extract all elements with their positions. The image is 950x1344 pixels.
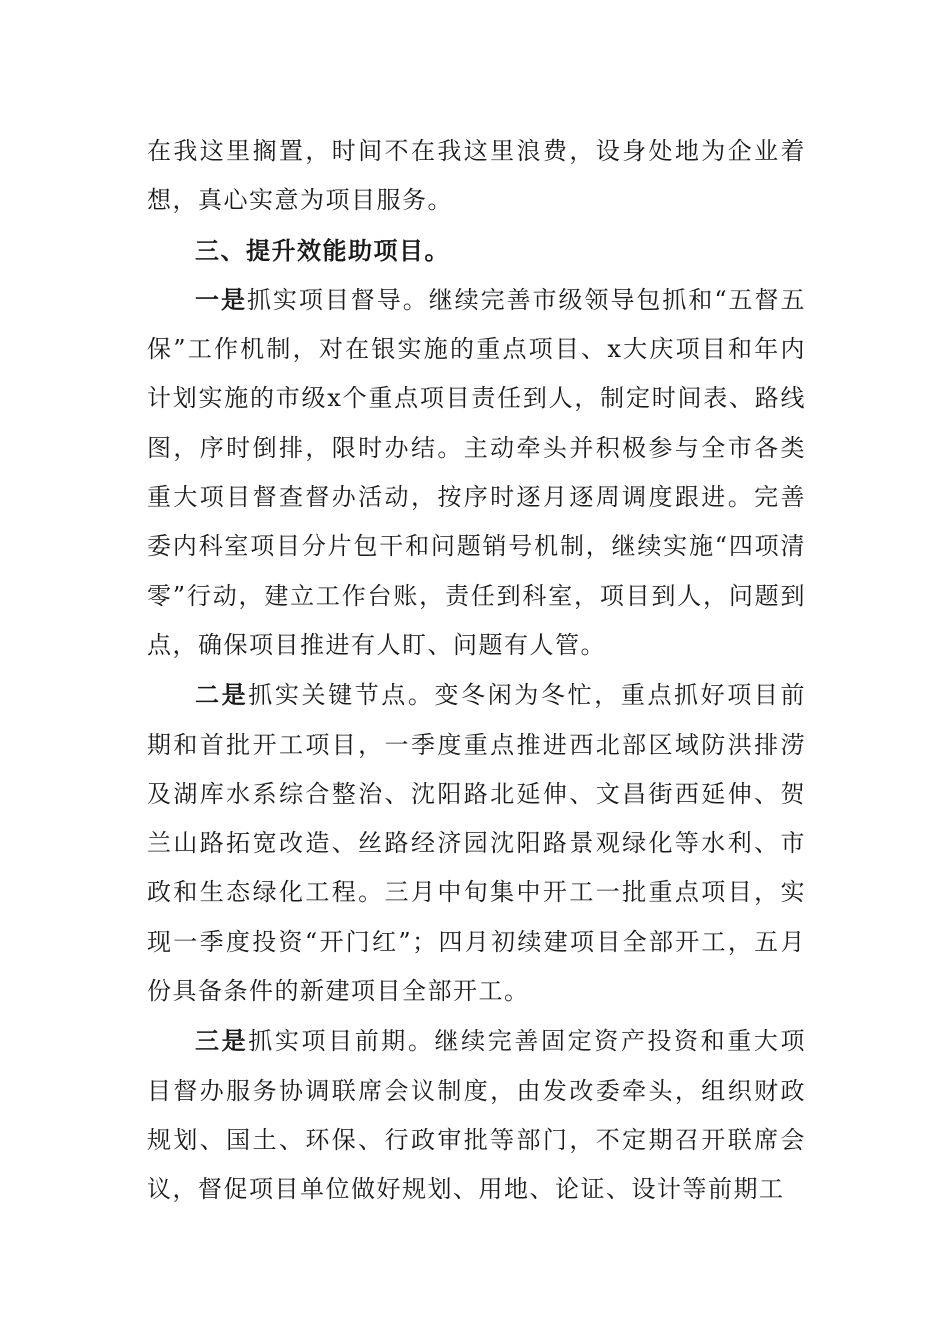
paragraph-lead: 三是 bbox=[195, 1026, 249, 1056]
paragraph-item-2 bbox=[147, 670, 806, 1016]
paragraph-lead: 二是 bbox=[195, 680, 249, 710]
paragraph-item-1 bbox=[147, 275, 806, 670]
paragraph-item-3 bbox=[147, 1016, 806, 1214]
paragraph-text: 抓实项目督导。继续完善市级领导包抓和“五督五保”工作机制，对在银实施的重点项目、x大庆项目和年内计划实施的市级x个重点项目责任到人，制定时间表、路线图，序时倒排，限时办结。主动牵头并积极参与全市各类重大项目督查督办活动，按序时逐月逐周调度跟进。完善委内科室项目分片包干和问题销号机制，继续实施“四项清零”行动，建立工作台账，责任到科室，项目到人，问题到点，确保项目推进有人盯、问题有人管。 bbox=[147, 285, 806, 659]
paragraph-continuation bbox=[147, 127, 806, 226]
paragraph-lead: 一是 bbox=[195, 284, 247, 314]
document-page bbox=[147, 127, 806, 1215]
paragraph-text: 抓实项目前期。继续完善固定资产投资和重大项目督办服务协调联席会议制度，由发改委牵头，组织财政规划、国土、环保、行政审批等部门，不定期召开联席会议，督促项目单位做好规划、用地、论证、设计等前期工 bbox=[147, 1027, 807, 1204]
paragraph-text: 在我这里搁置，时间不在我这里浪费，设身处地为企业着想，真心实意为项目服务。 bbox=[147, 137, 806, 215]
paragraph-text: 抓实关键节点。变冬闲为冬忙，重点抓好项目前期和首批开工项目，一季度重点推进西北部区域防洪排涝及湖库水系综合整治、沈阳路北延伸、文昌街西延伸、贺兰山路拓宽改造、丝路经济园沈阳路景观绿化等水利、市政和生态绿化工程。三月中旬集中开工一批重点项目，实现一季度投资“开门红”；四月初续建项目全部开工，五月份具备条件的新建项目全部开工。 bbox=[147, 681, 807, 1006]
section-heading-text: 三、提升效能助项目。 bbox=[195, 235, 450, 265]
section-heading bbox=[147, 226, 806, 275]
